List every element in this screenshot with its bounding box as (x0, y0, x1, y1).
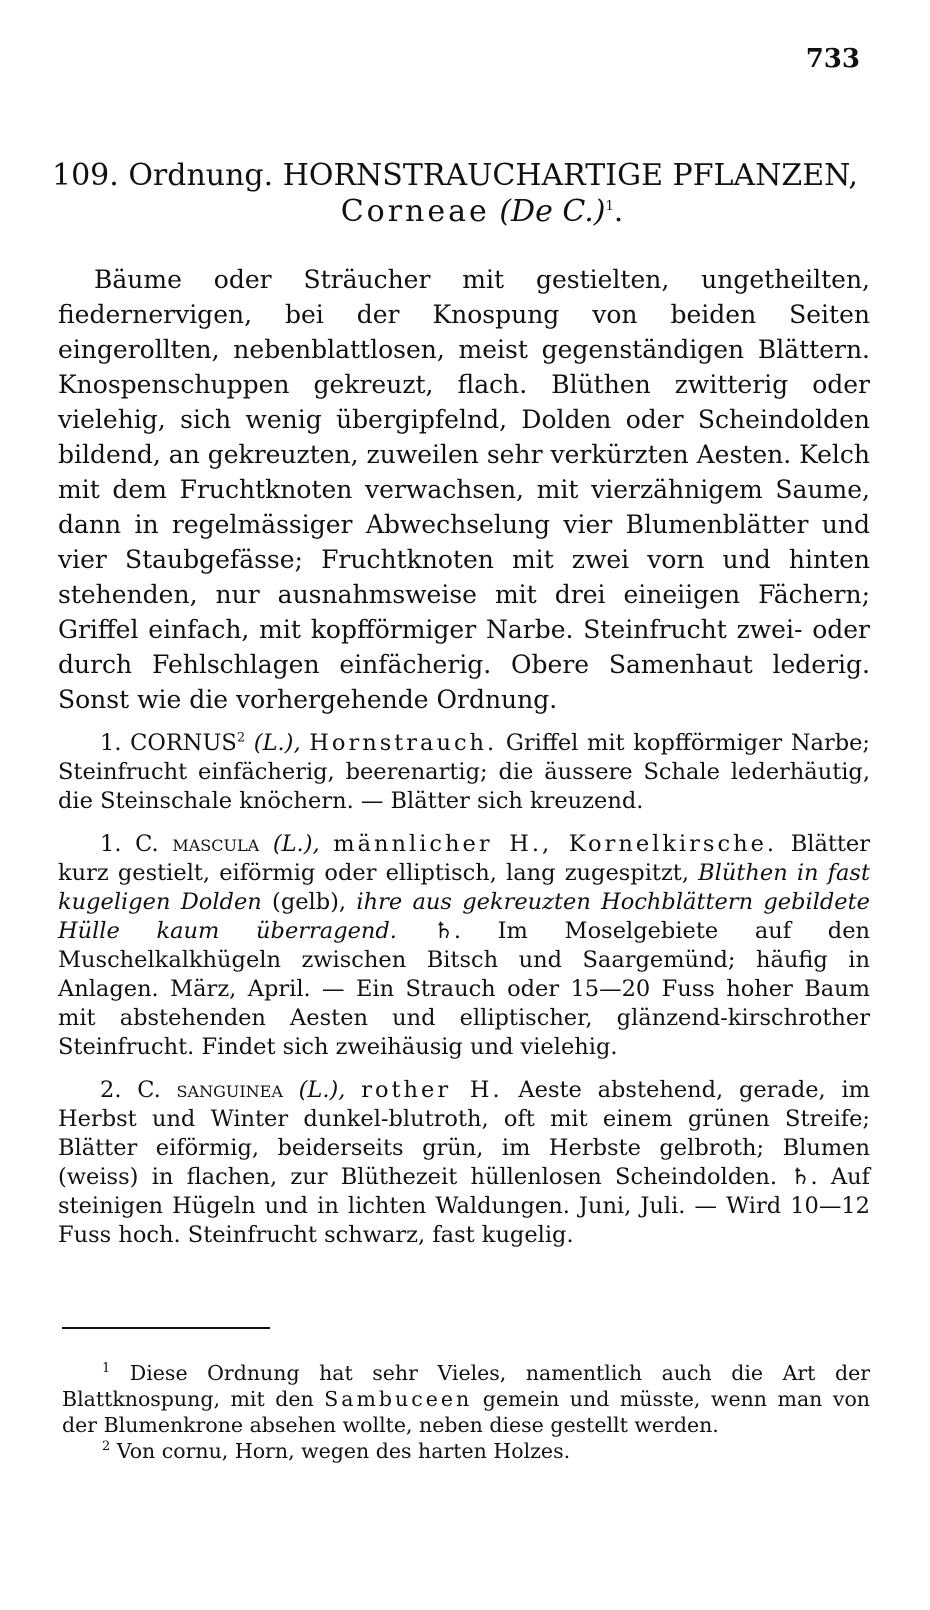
species-name: mascula (172, 831, 260, 857)
order-author: (De C.) (499, 194, 606, 229)
genus-author: (L.), (245, 730, 310, 756)
footnote-2: $^2$ Von cornu, Horn, wegen des harten Holzes. (102, 1439, 571, 1463)
footnote-separator (62, 1327, 270, 1329)
genus-cornus (58, 729, 870, 816)
order-heading (52, 158, 872, 230)
species-common-name: rother H. (361, 1077, 503, 1103)
genus-name: 1. CORNUS (100, 730, 237, 756)
page-number: 733 (805, 44, 860, 74)
footnote-ref-1: 1 (605, 199, 614, 214)
main-text (58, 262, 870, 1250)
species-mascula: 1. C. mascula (L.), männlicher H., Kornelkirsche. Blätter kurz gestielt, eiförmig oder elliptisch, lang zugespitzt, Blüthen in fast kugeligen Dolden (gelb), ihre aus gekreuzten Hochblättern gebildete Hülle kaum überragend. ♄. Im Moselgebiete auf den Muschelkalkhügeln zwischen Bitsch und Saargemünd; häufig in Anlagen. März, April. — Ein Strauch oder 15—20 Fuss hoher Baum mit abstehenden Aesten und elliptischer, glänzend-kirschrother Steinfrucht. Findet sich zweihäusig und vielehig. (58, 831, 871, 1060)
species-sanguinea: 2. C. sanguinea (L.), rother H. Aeste abstehend, gerade, im Herbst und Winter dunkel-blutroth, oft mit einem grünen Streife; Blätter eiförmig, beiderseits grün, im Herbste gelbroth; Blumen (weiss) in flachen, zur Blüthezeit hüllenlosen Scheindolden. ♄. Auf steinigen Hügeln und in lichten Waldungen. Juni, Juli. — Wird 10—12 Fuss hoch. Steinfrucht schwarz, fast kugelig. (58, 1077, 870, 1248)
order-title: 109. Ordnung. HORNSTRAUCHARTIGE PFLANZEN, (52, 158, 858, 193)
genus-description: Griffel mit kopfförmiger Narbe; Steinfrucht einfächerig, beerenartig; die äussere Schale lederhäutig, die Steinschale knöchern. — Blätter sich kreuzend. (58, 730, 870, 814)
footnote-1: $^1$ Diese Ordnung hat sehr Vieles, namentlich auch die Art der Blattknospung, mit den Sambuceen gemein und müsste, wenn man von der Blumenkrone absehen wollte, neben diese gestellt werden. (62, 1361, 871, 1437)
order-subtitle: Corneae (De C.)$^1$. (340, 194, 624, 229)
footnote-ref-2: 2 (236, 730, 246, 746)
species-name: sanguinea (176, 1077, 283, 1103)
footnotes (62, 1360, 870, 1464)
order-description: Bäume oder Sträucher mit gestielten, ungetheilten, fiedernervigen, bei der Knospung von beiden Seiten eingerollten, nebenblattlosen, meist gegenständigen Blättern. Knospenschuppen gekreuzt, flach. Blüthen zwitterig oder vielehig, sich wenig übergipfelnd, Dolden oder Scheindolden bildend, an gekreuzten, zuweilen sehr verkürzten Aesten. Kelch mit dem Fruchtknoten verwachsen, mit vierzähnigem Saume, dann in regelmässiger Abwechselung vier Blumenblätter und vier Staubgefässe; Fruchtknoten mit zwei vorn und hinten stehenden, nur ausnahmsweise mit drei eineiigen Fächern; Griffel einfach, mit kopfförmiger Narbe. Steinfrucht zwei- oder durch Fehlschlagen einfächerig. Obere Samenhaut lederig. Sonst wie die vorhergehende Ordnung. (58, 265, 871, 714)
species-common-name: männlicher H., Kornelkirsche. (333, 831, 778, 857)
order-latin-name: Corneae (340, 194, 490, 229)
genus-common-name: Hornstrauch. (309, 730, 498, 756)
